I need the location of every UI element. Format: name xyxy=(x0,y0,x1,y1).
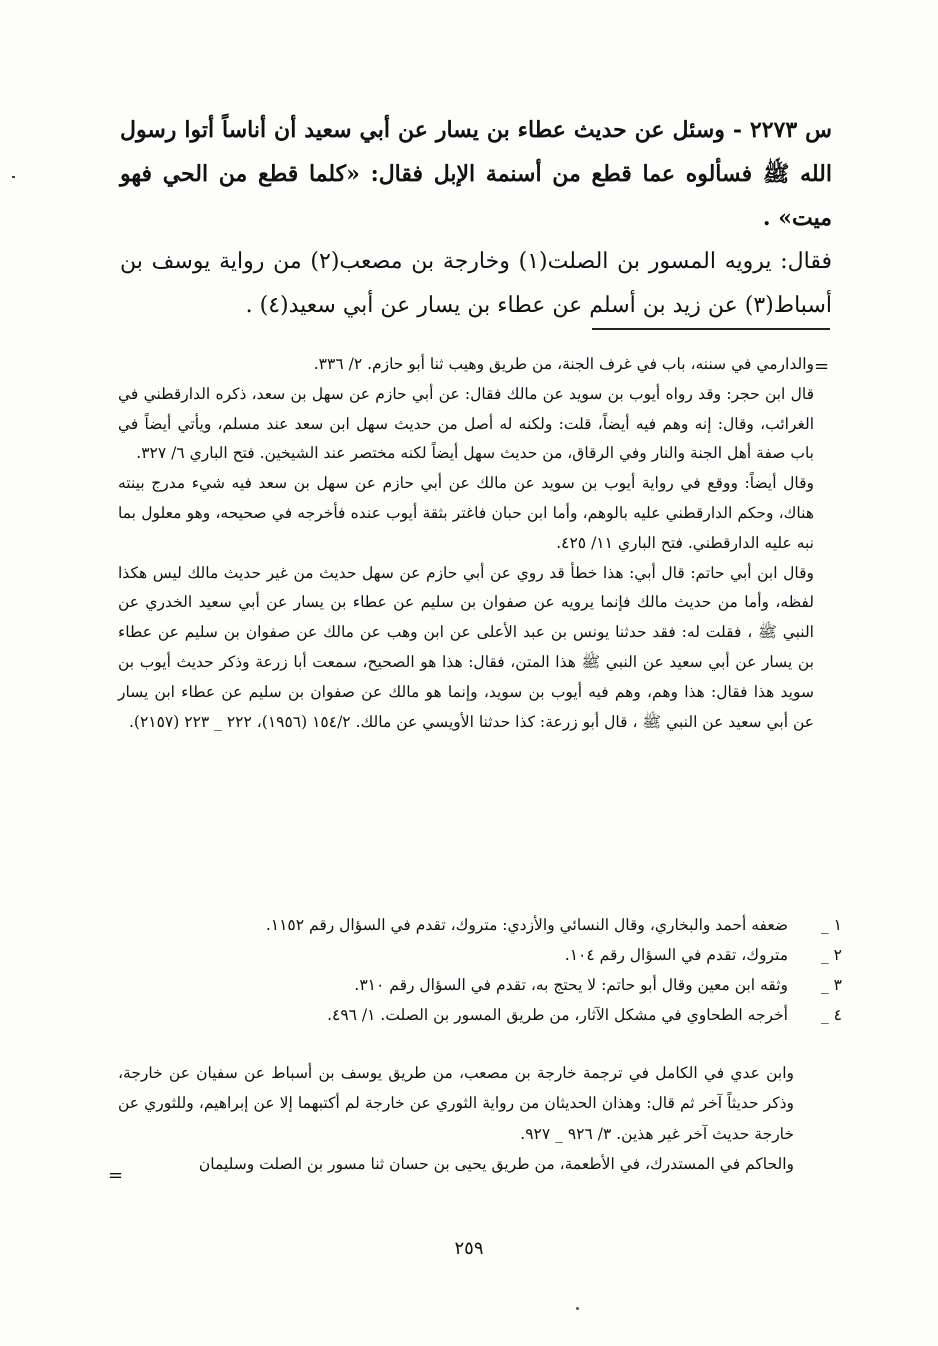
footnote-paragraph: وقال أيضاً: ووقع في رواية أيوب بن سويد عن مالك عن أبي حازم عن سهل بن سعد فيه شيء مدرج بينته هناك، وحكم الدارقطني عليه بالوهم، وأما ابن حبان فاغتر بثقة أيوب عنده فأخرجه في صحيحه، وهو معلول بما نبه عليه الدارقطني. فتح الباري ١١/ ٤٢٥. xyxy=(118,474,814,552)
footnote-number: ٤ _ xyxy=(820,1006,842,1024)
footnote-paragraph: قال ابن حجر: وقد رواه أيوب بن سويد عن مالك فقال: عن أبي حازم عن سهل بن سعد، ذكره الدارقطني في الغرائب، وقال: إنه وهم فيه أيضاً، قلت: ولكنه له أصل من حديث سهل ابن سعد عند مسلم، ويأتي أيضاً في باب صفة أهل الجنة والنار وفي الرقاق، من حديث سهل أيضاً لكنه مختصر عند الشيخين. فتح الباري ٦/ ٣٢٧. xyxy=(118,384,814,463)
footnote-text: ضعفه أحمد والبخاري، وقال النسائي والأزدي: متروك، تقدم في السؤال رقم ١١٥٢. xyxy=(265,916,788,934)
scan-speck xyxy=(12,176,15,178)
answer-paragraph: فقال: يرويه المسور بن الصلت(١) وخارجة بن مصعب(٢) من رواية يوسف بن أسباط(٣) عن زيد بن أسلم عن عطاء بن يسار عن أبي سعيد(٤) . xyxy=(120,249,833,318)
footnote-paragraph: والدارمي في سننه، باب في غرف الجنة، من طريق وهيب ثنا أبو حازم. ٢/ ٣٣٦. xyxy=(313,355,814,373)
footnote-paragraph: وقال ابن أبي حاتم: قال أبي: هذا خطأ قد روي عن أبي حازم عن سهل حديث من غير حديث مالك ليس هكذا لفظه، وأما من حديث مالك فإنما يرويه عن صفوان بن سليم عن عطاء بن يسار عن أبي سعيد الخدري عن النبي ﷺ ، فقلت له: فقد حدثنا يونس بن عبد الأعلى عن ابن وهب عن مالك عن صفوان بن سليم عن عطاء بن يسار عن أبي سعيد عن النبي ﷺ هذا المتن، فقال: هذا هو الصحيح، سمعت أبا زرعة وذكر حديث أيوب بن سويد هذا فقال: هذا وهم، وهم فيه أيوب بن سويد، وإنما هو مالك عن صفوان بن سليم عن عطاء ابن يسار عن أبي سعيد عن النبي ﷺ ، قال أبو زرعة: كذا حدثنا الأويسي عن مالك. ١٥٤/٢ (١٩٥٦)، ٢٢٢ _ ٢٢٣ (٢١٥٧). xyxy=(118,563,814,731)
footnote-continuation xyxy=(118,1058,794,1180)
numbered-footnotes xyxy=(118,910,842,1030)
footnote-number: ١ _ xyxy=(820,916,842,934)
footnote-item xyxy=(118,910,842,940)
footnote-continued xyxy=(118,350,814,737)
continuation-mark-bottom: = xyxy=(108,1165,124,1186)
continuation-mark-top: = xyxy=(814,356,830,377)
footnote-text: متروك، تقدم في السؤال رقم ١٠٤. xyxy=(564,946,788,964)
footnote-text: وثقه ابن معين وقال أبو حاتم: لا يحتج به، تقدم في السؤال رقم ٣١٠. xyxy=(354,976,788,994)
footnote-paragraph: والحاكم في المستدرك، في الأطعمة، من طريق يحيى بن حسان ثنا مسور بن الصلت وسليمان xyxy=(198,1155,794,1174)
footnote-number: ٣ _ xyxy=(820,976,842,994)
footnote-item xyxy=(118,940,842,970)
footnote-paragraph: وابن عدي في الكامل في ترجمة خارجة بن مصعب، من طريق يوسف بن أسباط عن سفيان عن خارجة، وذكر حديثاً آخر ثم قال: وهذان الحديثان من رواية الثوري عن خارجة لم أكتبهما إلا عن إبراهيم، وللثوري عن خارجة حديث آخر غير هذين. ٣/ ٩٢٦ _ ٩٢٧. xyxy=(118,1064,794,1143)
footnote-text: أخرجه الطحاوي في مشكل الآثار، من طريق المسور بن الصلت. ١/ ٤٩٦. xyxy=(327,1006,788,1024)
page-number: ٢٥٩ xyxy=(454,1238,484,1259)
scan-speck xyxy=(576,1307,579,1310)
footnote-separator xyxy=(592,328,830,330)
question-paragraph: س ٢٢٧٣ - وسئل عن حديث عطاء بن يسار عن أبي سعيد أن أناساً أتوا رسول الله ﷺ فسألوه عما قطع من أسنمة الإبل فقال: «كلما قطع من الحي فهو ميت» . xyxy=(120,117,832,231)
footnote-item xyxy=(118,1000,842,1030)
footnote-number: ٢ _ xyxy=(820,946,842,964)
main-text xyxy=(120,108,832,328)
footnote-item xyxy=(118,970,842,1000)
